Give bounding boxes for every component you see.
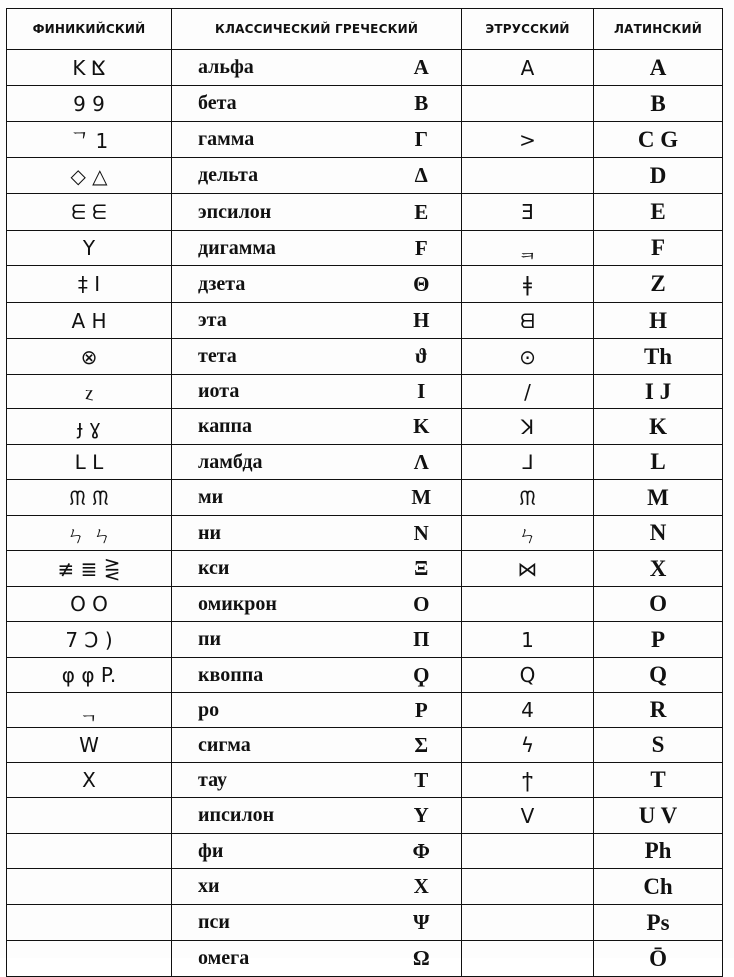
latin-letter: Ph xyxy=(644,838,672,863)
greek-letter: Γ xyxy=(414,127,428,151)
greek-letter: A xyxy=(413,55,429,79)
table-row xyxy=(7,728,723,763)
phoenician-glyph: ᄀ 1 xyxy=(69,129,109,153)
greek-letter: Φ xyxy=(412,838,430,863)
greek-letter: H xyxy=(413,308,430,332)
greek-letter-cell xyxy=(382,551,462,587)
greek-letter-name: бета xyxy=(198,92,237,114)
header-latin: ЛАТИНСКИЙ xyxy=(594,9,723,50)
greek-letter-name-cell xyxy=(172,339,382,375)
table-row xyxy=(7,158,723,194)
greek-letter-name: ламбда xyxy=(198,450,263,473)
greek-letter-name-cell xyxy=(172,834,382,869)
greek-letter-name-cell xyxy=(172,409,382,445)
table-row xyxy=(7,763,723,798)
latin-letter-cell xyxy=(594,551,723,587)
table-row xyxy=(7,480,723,516)
etruscan-glyph-cell xyxy=(462,303,594,339)
greek-letter-cell xyxy=(382,375,462,409)
greek-letter-name: кси xyxy=(198,557,230,579)
latin-letter: U V xyxy=(638,802,678,828)
latin-letter-cell xyxy=(594,869,723,905)
greek-letter-cell xyxy=(382,122,462,158)
greek-letter-name-cell xyxy=(172,375,382,409)
etruscan-glyph-cell xyxy=(462,480,594,516)
greek-letter-name-cell xyxy=(172,587,382,622)
greek-letter: Λ xyxy=(413,449,429,474)
latin-letter: Z xyxy=(650,271,666,296)
phoenician-glyph-cell xyxy=(7,622,172,658)
greek-letter-name-cell xyxy=(172,194,382,231)
etruscan-glyph-cell xyxy=(462,266,594,303)
latin-letter-cell xyxy=(594,728,723,763)
phoenician-glyph: ‡ I xyxy=(77,272,101,296)
etruscan-glyph: ⋈ xyxy=(517,556,538,581)
phoenician-glyph: K ⴿ xyxy=(72,55,106,80)
latin-letter-cell xyxy=(594,409,723,445)
latin-letter-cell xyxy=(594,658,723,693)
greek-letter-name: пси xyxy=(198,911,230,933)
greek-letter-cell xyxy=(382,50,462,86)
table-row xyxy=(7,905,723,941)
greek-letter-cell xyxy=(382,516,462,551)
greek-letter-name-cell xyxy=(172,158,382,194)
greek-letter-cell xyxy=(382,622,462,658)
alphabet-comparison-table xyxy=(6,8,723,977)
latin-letter-cell xyxy=(594,516,723,551)
etruscan-glyph: > xyxy=(519,127,536,152)
phoenician-glyph-cell xyxy=(7,339,172,375)
greek-letter-name-cell xyxy=(172,905,382,941)
latin-letter: Ps xyxy=(646,909,670,935)
greek-letter-cell xyxy=(382,763,462,798)
phoenician-glyph: O O xyxy=(70,592,108,616)
latin-letter: B xyxy=(650,90,666,116)
greek-letter-cell xyxy=(382,728,462,763)
greek-letter-name-cell xyxy=(172,551,382,587)
etruscan-glyph-cell xyxy=(462,587,594,622)
greek-letter-name-cell xyxy=(172,122,382,158)
etruscan-glyph: ᗺ xyxy=(520,308,535,333)
table-row xyxy=(7,266,723,303)
phoenician-glyph-cell xyxy=(7,50,172,86)
phoenician-glyph-cell xyxy=(7,375,172,409)
phoenician-glyph-cell xyxy=(7,231,172,266)
greek-letter: I xyxy=(417,379,426,403)
greek-letter-name: гамма xyxy=(198,128,255,150)
greek-letter-name-cell xyxy=(172,658,382,693)
etruscan-glyph-cell xyxy=(462,693,594,728)
phoenician-glyph: ⲍ xyxy=(84,379,94,404)
etruscan-glyph: ǂ xyxy=(522,272,533,296)
phoenician-glyph-cell xyxy=(7,194,172,231)
latin-letter-cell xyxy=(594,763,723,798)
greek-letter-cell xyxy=(382,798,462,834)
phoenician-glyph-cell xyxy=(7,587,172,622)
greek-letter: Θ xyxy=(413,271,430,296)
greek-letter-name: пи xyxy=(198,628,222,650)
etruscan-glyph-cell xyxy=(462,122,594,158)
etruscan-glyph: ϯ xyxy=(522,768,533,792)
greek-letter: Ψ xyxy=(413,910,430,934)
latin-letter: L xyxy=(650,449,666,474)
phoenician-glyph-cell xyxy=(7,658,172,693)
greek-letter-name: фи xyxy=(198,839,224,862)
header-phoenician: ФИНИКИЙСКИЙ xyxy=(7,9,172,50)
table-row xyxy=(7,658,723,693)
greek-letter-name: эта xyxy=(198,309,227,331)
greek-letter-name-cell xyxy=(172,266,382,303)
latin-letter-cell xyxy=(594,905,723,941)
table-row xyxy=(7,622,723,658)
etruscan-glyph-cell xyxy=(462,516,594,551)
greek-letter: Σ xyxy=(414,732,429,757)
etruscan-glyph-cell xyxy=(462,86,594,122)
etruscan-glyph-cell xyxy=(462,658,594,693)
greek-letter: P xyxy=(414,697,428,722)
phoenician-glyph-cell xyxy=(7,763,172,798)
greek-letter-cell xyxy=(382,693,462,728)
greek-letter-name-cell xyxy=(172,622,382,658)
greek-letter-cell xyxy=(382,834,462,869)
latin-letter: Q xyxy=(649,662,667,687)
latin-letter: K xyxy=(649,413,667,439)
latin-letter: P xyxy=(650,626,666,652)
etruscan-glyph-cell xyxy=(462,763,594,798)
etruscan-glyph: ᆿ xyxy=(517,237,538,262)
header-row xyxy=(7,9,723,50)
latin-letter-cell xyxy=(594,339,723,375)
greek-letter-cell xyxy=(382,409,462,445)
greek-letter-cell xyxy=(382,445,462,480)
latin-letter: E xyxy=(650,199,666,224)
greek-letter-name: хи xyxy=(198,875,220,897)
greek-letter-cell xyxy=(382,658,462,693)
etruscan-glyph-cell xyxy=(462,409,594,445)
latin-letter-cell xyxy=(594,798,723,834)
phoenician-glyph: ᆨ xyxy=(79,699,99,724)
greek-letter-cell xyxy=(382,194,462,231)
latin-letter-cell xyxy=(594,231,723,266)
etruscan-glyph: ⊙ xyxy=(519,344,536,369)
greek-letter-name-cell xyxy=(172,86,382,122)
table-row xyxy=(7,339,723,375)
greek-letter-cell xyxy=(382,339,462,375)
greek-letter-name: сигма xyxy=(198,733,251,756)
latin-letter-cell xyxy=(594,622,723,658)
greek-letter-name-cell xyxy=(172,763,382,798)
table-row xyxy=(7,231,723,266)
etruscan-glyph-cell xyxy=(462,728,594,763)
greek-letter-name-cell xyxy=(172,869,382,905)
greek-letter-cell xyxy=(382,941,462,977)
greek-letter-cell xyxy=(382,86,462,122)
latin-letter-cell xyxy=(594,303,723,339)
etruscan-glyph-cell xyxy=(462,905,594,941)
greek-letter: Δ xyxy=(414,163,428,187)
etruscan-glyph-cell xyxy=(462,158,594,194)
greek-letter-name: альфа xyxy=(198,56,254,78)
greek-letter-name: тау xyxy=(198,768,228,791)
latin-letter: O xyxy=(649,591,667,616)
greek-letter-cell xyxy=(382,587,462,622)
phoenician-glyph: 7 Ͻ ) xyxy=(65,627,113,652)
greek-letter-name: каппа xyxy=(198,415,253,437)
table-row xyxy=(7,122,723,158)
latin-letter-cell xyxy=(594,834,723,869)
greek-letter-name-cell xyxy=(172,693,382,728)
table-row xyxy=(7,551,723,587)
greek-letter: Π xyxy=(413,627,430,651)
greek-letter-name: эпсилон xyxy=(198,200,272,223)
greek-letter: ϑ xyxy=(414,344,428,368)
etruscan-glyph: Q xyxy=(519,663,536,687)
phoenician-glyph-cell xyxy=(7,86,172,122)
etruscan-glyph: ꓘ xyxy=(520,414,535,439)
greek-letter: B xyxy=(414,91,429,115)
latin-letter: Th xyxy=(643,343,673,369)
greek-letter-cell xyxy=(382,905,462,941)
greek-letter-cell xyxy=(382,869,462,905)
greek-letter-name: дзета xyxy=(198,272,246,295)
greek-letter-name: дигамма xyxy=(198,236,276,259)
greek-letter: Ω xyxy=(412,946,430,970)
latin-letter-cell xyxy=(594,122,723,158)
phoenician-glyph: ᙏ ᙏ xyxy=(69,485,109,510)
latin-letter-cell xyxy=(594,50,723,86)
latin-letter: H xyxy=(649,307,667,333)
greek-letter: M xyxy=(411,485,432,509)
phoenician-glyph: ᗴ ᗴ xyxy=(71,200,107,224)
phoenician-glyph-cell xyxy=(7,551,172,587)
phoenician-glyph: 9 9 xyxy=(73,91,105,116)
greek-letter-name-cell xyxy=(172,303,382,339)
latin-letter-cell xyxy=(594,266,723,303)
latin-letter: Ō xyxy=(649,945,667,971)
etruscan-glyph-cell xyxy=(462,798,594,834)
latin-letter-cell xyxy=(594,693,723,728)
greek-letter-cell xyxy=(382,266,462,303)
table-row xyxy=(7,869,723,905)
latin-letter: D xyxy=(649,162,667,188)
latin-letter: C G xyxy=(637,126,679,152)
phoenician-glyph-cell xyxy=(7,798,172,834)
etruscan-glyph-cell xyxy=(462,50,594,86)
greek-letter-name: омикрон xyxy=(198,592,277,615)
etruscan-glyph: / xyxy=(524,379,531,404)
greek-letter-name-cell xyxy=(172,728,382,763)
etruscan-glyph-cell xyxy=(462,622,594,658)
phoenician-glyph: ≢ ≣ ⋛ xyxy=(57,556,121,581)
greek-letter: Ξ xyxy=(414,556,429,580)
phoenician-glyph: X xyxy=(82,768,96,792)
greek-letter-name: ро xyxy=(198,698,220,721)
table-body xyxy=(7,50,723,977)
table-row xyxy=(7,375,723,409)
greek-letter-name: иота xyxy=(198,380,240,402)
greek-letter-name: квоппа xyxy=(198,663,264,686)
etruscan-glyph: A xyxy=(520,55,535,80)
etruscan-glyph-cell xyxy=(462,869,594,905)
greek-letter: O xyxy=(413,591,430,616)
greek-letter-name-cell xyxy=(172,480,382,516)
phoenician-glyph-cell xyxy=(7,728,172,763)
etruscan-glyph-cell xyxy=(462,375,594,409)
greek-letter-name: дельта xyxy=(198,164,259,186)
greek-letter: X xyxy=(413,874,429,898)
phoenician-glyph-cell xyxy=(7,480,172,516)
phoenician-glyph: ㄣ ㄣ xyxy=(65,522,113,547)
greek-letter: Y xyxy=(413,803,429,827)
latin-letter-cell xyxy=(594,86,723,122)
greek-letter: E xyxy=(414,199,429,224)
phoenician-glyph: A H xyxy=(71,308,107,333)
greek-letter-cell xyxy=(382,303,462,339)
header-etruscan: ЭТРУССКИЙ xyxy=(462,9,594,50)
greek-letter: Ϙ xyxy=(413,662,430,687)
etruscan-glyph: ᙏ xyxy=(519,485,536,510)
greek-letter-name: тета xyxy=(198,345,237,367)
table-row xyxy=(7,445,723,480)
latin-letter: M xyxy=(647,484,669,510)
phoenician-glyph: Y xyxy=(82,236,96,260)
phoenician-glyph-cell xyxy=(7,834,172,869)
table-row xyxy=(7,834,723,869)
phoenician-glyph-cell xyxy=(7,122,172,158)
greek-letter-name: омега xyxy=(198,947,250,969)
greek-letter: T xyxy=(414,767,429,792)
phoenician-glyph-cell xyxy=(7,693,172,728)
latin-letter: Ch xyxy=(643,873,673,899)
latin-letter: A xyxy=(649,54,667,80)
phoenician-glyph: W xyxy=(79,733,99,757)
greek-letter: K xyxy=(413,414,430,438)
phoenician-glyph: ᒪ ᒪ xyxy=(74,450,104,474)
greek-letter-name: ипсилон xyxy=(198,804,275,826)
greek-letter-name: ми xyxy=(198,486,224,508)
greek-letter-cell xyxy=(382,158,462,194)
etruscan-glyph: ㄣ xyxy=(517,522,538,547)
latin-letter: X xyxy=(649,555,667,581)
latin-letter: N xyxy=(649,520,667,545)
table-row xyxy=(7,693,723,728)
phoenician-glyph-cell xyxy=(7,905,172,941)
latin-letter-cell xyxy=(594,194,723,231)
greek-letter-name-cell xyxy=(172,516,382,551)
table-row xyxy=(7,516,723,551)
greek-letter-name: ни xyxy=(198,521,222,544)
phoenician-glyph: φ φ P. xyxy=(61,663,117,687)
greek-letter: F xyxy=(414,235,428,260)
phoenician-glyph-cell xyxy=(7,941,172,977)
latin-letter-cell xyxy=(594,587,723,622)
table-row xyxy=(7,50,723,86)
latin-letter-cell xyxy=(594,480,723,516)
etruscan-glyph-cell xyxy=(462,339,594,375)
latin-letter: F xyxy=(650,235,666,260)
latin-letter-cell xyxy=(594,445,723,480)
etruscan-glyph-cell xyxy=(462,551,594,587)
etruscan-glyph: 1 xyxy=(521,627,534,652)
greek-letter-name-cell xyxy=(172,798,382,834)
etruscan-glyph-cell xyxy=(462,231,594,266)
greek-letter-name-cell xyxy=(172,445,382,480)
greek-letter-name-cell xyxy=(172,50,382,86)
etruscan-glyph: V xyxy=(520,803,535,828)
greek-letter: N xyxy=(413,520,429,545)
etruscan-glyph-cell xyxy=(462,834,594,869)
phoenician-glyph-cell xyxy=(7,158,172,194)
phoenician-glyph-cell xyxy=(7,869,172,905)
latin-letter-cell xyxy=(594,375,723,409)
table-row xyxy=(7,303,723,339)
header-greek: КЛАССИЧЕСКИЙ ГРЕЧЕСКИЙ xyxy=(172,9,462,50)
table-row xyxy=(7,587,723,622)
etruscan-glyph-cell xyxy=(462,194,594,231)
phoenician-glyph: ⊗ xyxy=(80,344,98,369)
etruscan-glyph-cell xyxy=(462,445,594,480)
latin-letter: R xyxy=(649,697,667,722)
phoenician-glyph-cell xyxy=(7,409,172,445)
etruscan-glyph: ϟ xyxy=(520,733,535,757)
latin-letter: T xyxy=(650,767,666,792)
table-row xyxy=(7,194,723,231)
phoenician-glyph-cell xyxy=(7,445,172,480)
etruscan-glyph: Ǝ xyxy=(521,200,534,224)
phoenician-glyph-cell xyxy=(7,516,172,551)
phoenician-glyph: ɟ ɣ xyxy=(77,414,101,439)
latin-letter: I J xyxy=(644,378,672,404)
greek-letter-cell xyxy=(382,480,462,516)
greek-letter-cell xyxy=(382,231,462,266)
etruscan-glyph-cell xyxy=(462,941,594,977)
table-row xyxy=(7,798,723,834)
greek-letter-name-cell xyxy=(172,941,382,977)
phoenician-glyph: ◇ △ xyxy=(70,163,108,188)
etruscan-glyph: ᒧ xyxy=(521,450,534,474)
phoenician-glyph-cell xyxy=(7,266,172,303)
greek-letter-name-cell xyxy=(172,231,382,266)
etruscan-glyph: 4 xyxy=(521,698,534,722)
table-row xyxy=(7,941,723,977)
phoenician-glyph-cell xyxy=(7,303,172,339)
latin-letter-cell xyxy=(594,158,723,194)
table-row xyxy=(7,86,723,122)
latin-letter-cell xyxy=(594,941,723,977)
table-row xyxy=(7,409,723,445)
latin-letter: S xyxy=(651,732,665,757)
